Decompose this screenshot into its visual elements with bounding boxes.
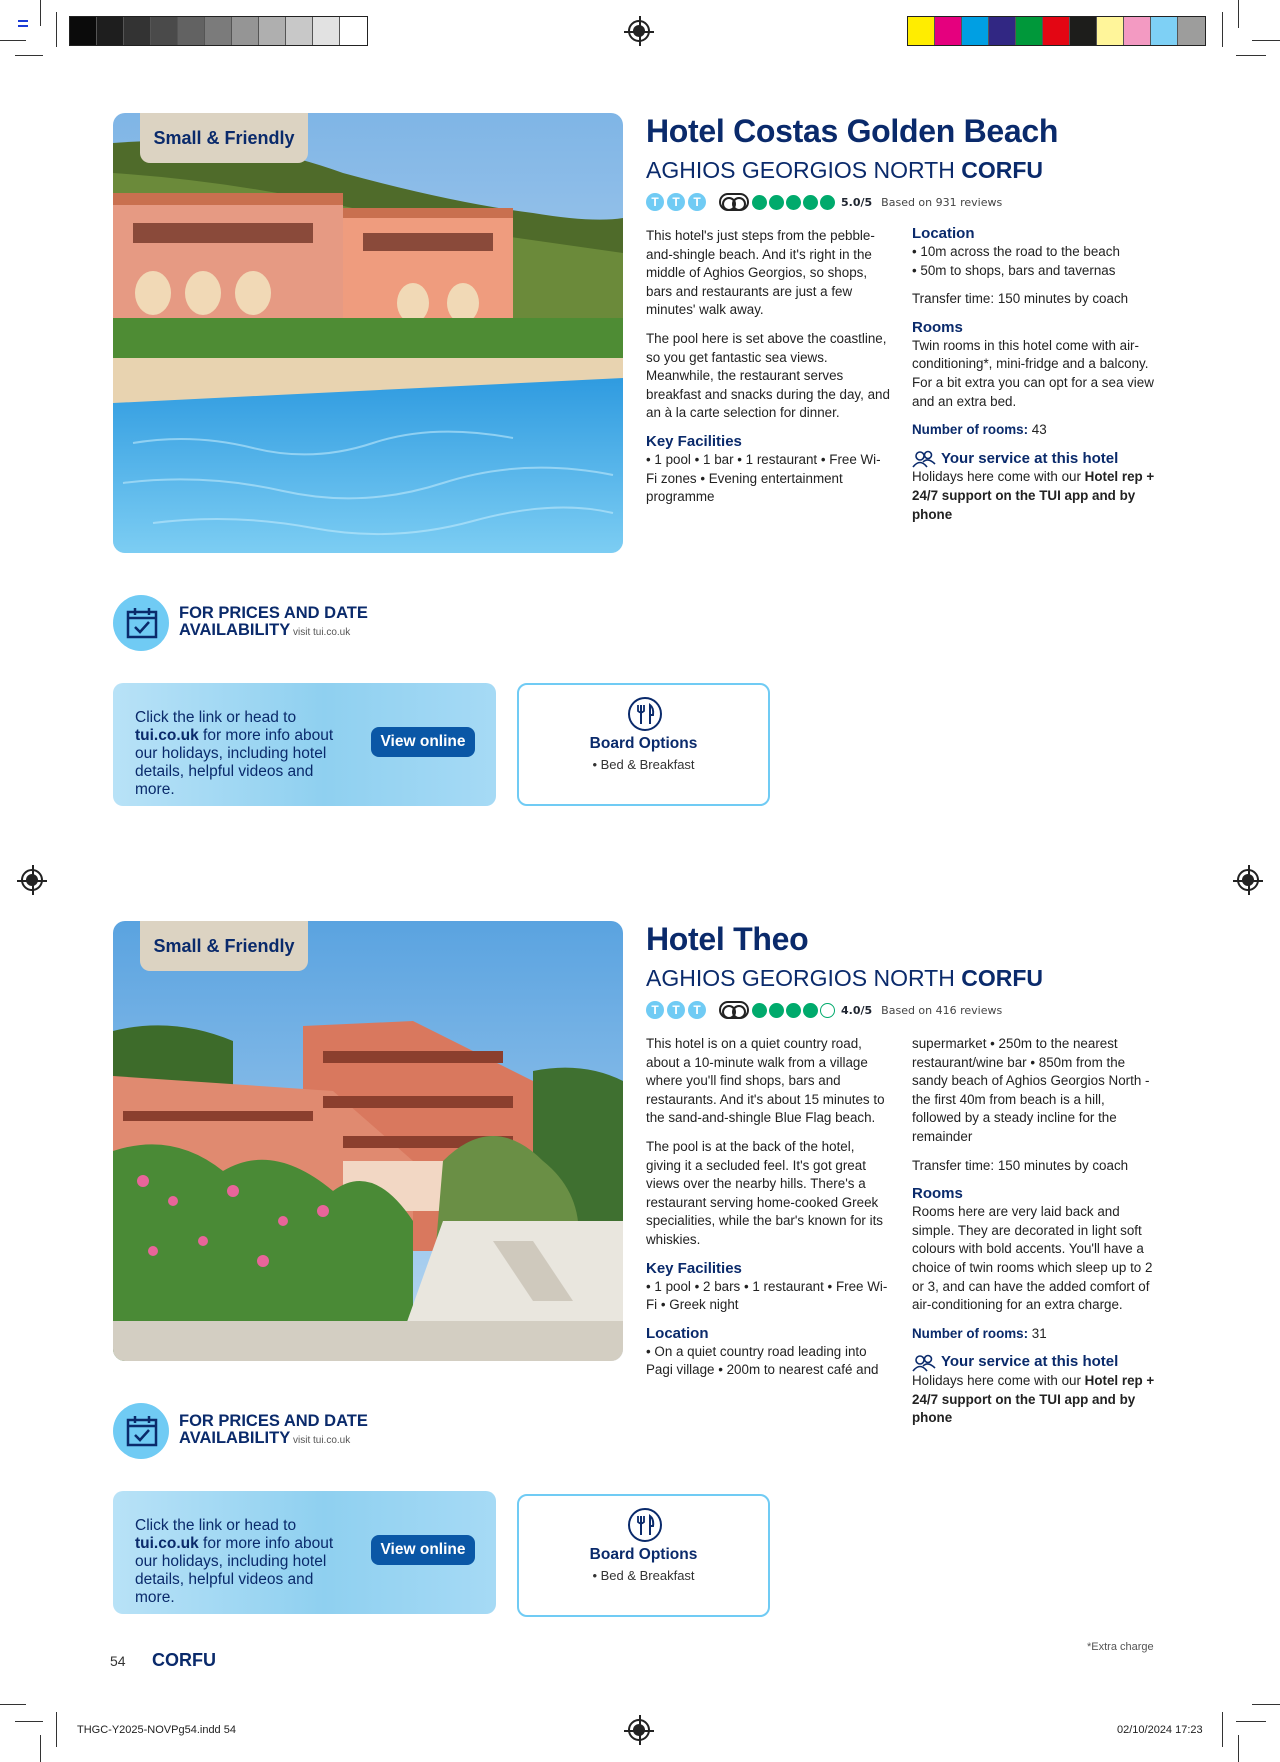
board-options-card — [517, 683, 770, 806]
crop-mark — [1236, 55, 1266, 56]
calendar-icon — [113, 595, 169, 651]
rating-bubble-icon — [803, 1003, 818, 1018]
description-paragraph: This hotel's just steps from the pebble-and-shingle beach. And it's right in the middle of Aghios Georgios, so shops, bars and restaurants are just a few minutes' walk away. — [646, 228, 875, 318]
description-paragraph: This hotel is on a quiet country road, about a 10-minute walk from a village where you'll find shops, bars and restaurants. And it's about 15 minutes to the sand-and-shingle Blue Flag beach. — [646, 1036, 885, 1126]
hotel-photo — [113, 921, 623, 1361]
rating-bubble-icon — [786, 1003, 801, 1018]
crop-mark — [40, 0, 41, 26]
people-icon — [912, 1354, 936, 1372]
tripadvisor-score: 4.0/5 — [841, 1003, 873, 1017]
color-swatch — [313, 17, 340, 45]
tripadvisor-score: 5.0/5 — [841, 195, 873, 209]
crop-mark — [1222, 12, 1223, 47]
tripadvisor-bubbles — [752, 195, 835, 210]
color-swatch — [962, 17, 989, 45]
service-heading: Your service at this hotel — [912, 1353, 1157, 1372]
promo-text: Click the link or head to tui.co.uk for more info about our holidays, including hotel details, helpful videos and more. — [135, 1517, 334, 1606]
color-swatch — [205, 17, 232, 45]
tui-rating-icon: T — [646, 1001, 664, 1019]
view-online-banner — [113, 683, 496, 806]
color-swatch — [232, 17, 259, 45]
crop-mark — [56, 1712, 57, 1747]
rating-bubble-icon — [786, 195, 801, 210]
color-swatch — [151, 17, 178, 45]
promo-text: Click the link or head to tui.co.uk for more info about our holidays, including hotel details, helpful videos and more. — [135, 709, 334, 798]
registration-mark — [1237, 869, 1259, 891]
color-swatch — [1124, 17, 1151, 45]
footnote: *Extra charge — [1087, 1641, 1154, 1653]
description-column — [646, 1035, 891, 1380]
location-heading: Location — [646, 1324, 709, 1342]
view-online-button[interactable]: View online — [371, 727, 475, 757]
calendar-icon — [113, 1403, 169, 1459]
color-swatch — [97, 17, 124, 45]
rating-bubble-icon — [752, 195, 767, 210]
rooms-description: Rooms here are very laid back and simple. They are decorated in light soft colours with bold accents. You'll have a choice of twin rooms which sleep up to 2 or 3, and can have the added comfort of air-conditioning for an extra charge. — [912, 1204, 1153, 1313]
board-options-title: Board Options — [589, 1546, 698, 1563]
location-list: • 10m across the road to the beach • 50m to shops, bars and tavernas — [912, 244, 1120, 278]
tripadvisor-bubbles — [752, 1003, 835, 1018]
hotel-location: AGHIOS GEORGIOS NORTH CORFU — [646, 965, 1044, 991]
crop-mark — [1236, 1721, 1266, 1722]
tui-rating-icon: T — [667, 1001, 685, 1019]
view-online-banner — [113, 1491, 496, 1614]
availability-block — [113, 595, 368, 651]
rating-bubble-icon — [803, 195, 818, 210]
details-column — [912, 1035, 1157, 1428]
view-online-button[interactable]: View online — [371, 1535, 475, 1565]
tui-rating-icon: T — [646, 193, 664, 211]
service-text: Holidays here come with our Hotel rep + 24/7 support on the TUI app and by phone — [912, 469, 1155, 522]
description-column — [646, 227, 891, 507]
hotel-category-badge: Small & Friendly — [140, 113, 308, 163]
flag-mark — [18, 20, 28, 27]
page-number: 54 — [110, 1653, 126, 1669]
number-of-rooms: Number of rooms: 31 — [912, 1325, 1047, 1341]
tripadvisor-owl-icon — [719, 193, 749, 211]
crop-mark — [56, 12, 57, 47]
registration-mark — [628, 1719, 650, 1741]
number-of-rooms: Number of rooms: 43 — [912, 422, 1047, 438]
crop-mark — [15, 55, 43, 56]
gray-swatch-bar — [69, 16, 368, 46]
color-swatch — [1016, 17, 1043, 45]
facilities-heading: Key Facilities — [646, 432, 742, 450]
crop-mark — [1238, 0, 1239, 28]
color-swatch — [1070, 17, 1097, 45]
tui-rating-icon: T — [688, 1001, 706, 1019]
details-column — [912, 225, 1157, 524]
hotel-category-badge: Small & Friendly — [140, 921, 308, 971]
transfer-time: Transfer time: 150 minutes by coach — [912, 291, 1129, 307]
registration-mark — [628, 20, 650, 42]
rooms-heading: Rooms — [912, 1185, 963, 1203]
section-name: CORFU — [152, 1650, 216, 1670]
rating-bubble-icon — [769, 195, 784, 210]
board-option-item: • Bed & Breakfast — [592, 757, 695, 772]
hotel-name: Hotel Costas Golden Beach — [646, 113, 1059, 149]
people-icon — [912, 450, 936, 468]
color-swatch — [908, 17, 935, 45]
service-text: Holidays here come with our Hotel rep + 24/7 support on the TUI app and by phone — [912, 1372, 1155, 1426]
availability-block — [113, 1403, 368, 1459]
color-swatch — [1043, 17, 1070, 45]
color-swatch — [340, 17, 367, 45]
location-list: • On a quiet country road leading into Pagi village • 200m to nearest café and — [646, 1343, 879, 1378]
review-count: Based on 416 reviews — [881, 1003, 1003, 1017]
rating-bubble-icon — [769, 1003, 784, 1018]
availability-text: FOR PRICES AND DATE AVAILABILITY visit tui.co.uk — [179, 604, 368, 639]
crop-mark — [0, 1704, 26, 1705]
cutlery-icon — [628, 1508, 662, 1542]
rating-bubble-icon — [752, 1003, 767, 1018]
board-option-item: • Bed & Breakfast — [592, 1568, 695, 1583]
color-swatch — [935, 17, 962, 45]
hotel-rating — [646, 193, 1002, 211]
color-swatch — [989, 17, 1016, 45]
review-count: Based on 931 reviews — [881, 195, 1003, 209]
rooms-heading: Rooms — [912, 318, 963, 336]
rating-bubble-icon — [820, 1003, 835, 1018]
hotel-rating — [646, 1001, 1002, 1019]
transfer-time: Transfer time: 150 minutes by coach — [912, 1157, 1129, 1173]
availability-text: FOR PRICES AND DATE AVAILABILITY visit tui.co.uk — [179, 1412, 368, 1447]
crop-mark — [1252, 40, 1280, 41]
color-swatch — [124, 17, 151, 45]
hotel-location: AGHIOS GEORGIOS NORTH CORFU — [646, 157, 1044, 183]
crop-mark — [15, 1721, 43, 1722]
facilities-list: • 1 pool • 1 bar • 1 restaurant • Free Wi-Fi zones • Evening entertainment programme — [646, 451, 881, 505]
description-paragraph: The pool here is set above the coastline, so you get fantastic sea views. Meanwhile, the restaurant serves breakfast and snacks during the day, and an à la carte selection for dinner. — [646, 330, 890, 421]
crop-mark — [1252, 1704, 1280, 1705]
board-options-card — [517, 1494, 770, 1617]
location-list-continued: supermarket • 250m to the nearest restaurant/wine bar • 850m from the sandy beach of Aghios Georgios North - the first 40m from beach is a hill, followed by a steady incline for the remainder — [912, 1036, 1150, 1144]
color-swatch — [1097, 17, 1124, 45]
facilities-heading: Key Facilities — [646, 1259, 742, 1277]
print-slug-file: THGC-Y2025-NOVPg54.indd 54 — [77, 1724, 236, 1736]
service-heading: Your service at this hotel — [912, 450, 1157, 469]
tui-rating-icon: T — [688, 193, 706, 211]
print-slug-date: 02/10/2024 17:23 — [1117, 1724, 1203, 1736]
color-swatch — [1151, 17, 1178, 45]
hotel-photo — [113, 113, 623, 553]
board-options-title: Board Options — [589, 735, 698, 752]
color-swatch — [286, 17, 313, 45]
registration-mark — [21, 869, 43, 891]
rooms-description: Twin rooms in this hotel come with air-conditioning*, mini-fridge and a balcony. For a bit extra you can opt for a sea view and an extra bed. — [912, 337, 1154, 409]
color-swatch — [1178, 17, 1205, 45]
hotel-name: Hotel Theo — [646, 921, 809, 957]
crop-mark — [1238, 1735, 1239, 1762]
tui-rating-icon: T — [667, 193, 685, 211]
description-paragraph: The pool is at the back of the hotel, giving it a secluded feel. It's got great views over the nearby hills. There's a restaurant serving home-cooked Greek specialities, while the bar's known for its whiskies. — [646, 1138, 883, 1247]
crop-mark — [0, 40, 26, 41]
crop-mark — [1222, 1712, 1223, 1747]
location-heading: Location — [912, 225, 975, 242]
color-swatch-bar — [907, 16, 1206, 46]
tripadvisor-owl-icon — [719, 1001, 749, 1019]
cutlery-icon — [628, 697, 662, 731]
rating-bubble-icon — [820, 195, 835, 210]
color-swatch — [70, 17, 97, 45]
crop-mark — [40, 1735, 41, 1762]
color-swatch — [178, 17, 205, 45]
color-swatch — [259, 17, 286, 45]
facilities-list: • 1 pool • 2 bars • 1 restaurant • Free Wi-Fi • Greek night — [646, 1278, 888, 1313]
